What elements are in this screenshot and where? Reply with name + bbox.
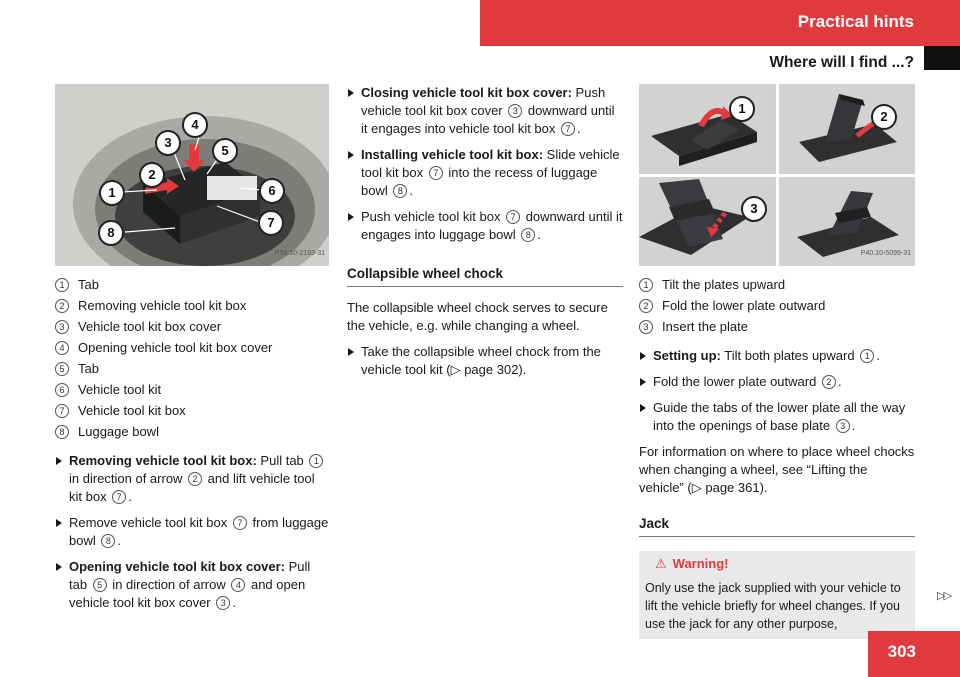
callout-3: 3 (741, 196, 767, 222)
chapter-tab-marker (924, 46, 960, 70)
instruction-step: Installing vehicle tool kit box: Slide vehicle tool kit box 7 into the recess of luggage bowl 8 . (347, 146, 623, 200)
wheel-chock-legend (639, 274, 915, 337)
legend-item: 8 Luggage bowl (55, 421, 329, 442)
callout-7: 7 (258, 210, 284, 236)
callout-5: 5 (212, 138, 238, 164)
section-heading-wheel-chock: Collapsible wheel chock (347, 265, 623, 287)
instruction-step: Setting up: Tilt both plates upward 1 . (639, 347, 915, 365)
callout-4: 4 (182, 112, 208, 138)
instruction-step: Removing vehicle tool kit box: Pull tab 1 in direction of arrow 2 and lift vehicle tool kit box 7 . (55, 452, 329, 506)
wheel-chock-photo (639, 84, 915, 266)
page-reference-icon: ▷ (691, 480, 702, 495)
legend-item: 4 Opening vehicle tool kit box cover (55, 337, 329, 358)
wheel-chock-intro: The collapsible wheel chock serves to secure the vehicle, e.g. while changing a wheel. (347, 300, 608, 333)
page-reference-link[interactable]: page 302). (460, 362, 527, 377)
legend-item: 2 Removing vehicle tool kit box (55, 295, 329, 316)
warning-box (639, 551, 915, 639)
tool-kit-legend (55, 274, 329, 442)
middle-column (347, 84, 623, 379)
legend-item: 2 Fold the lower plate outward (639, 295, 915, 316)
callout-6: 6 (259, 178, 285, 204)
page-number: 303 (887, 642, 916, 661)
page-subtitle: Where will I find ...? (769, 54, 914, 71)
continue-arrow-icon: ▷▷ (937, 590, 950, 602)
callout-2: 2 (871, 104, 897, 130)
callout-2: 2 (139, 162, 165, 188)
instruction-step: Guide the tabs of the lower plate all the way into the openings of base plate 3 . (639, 399, 915, 435)
instruction-step: Opening vehicle tool kit box cover: Pull tab 5 in direction of arrow 4 and open vehicle tool kit box cover 3 . (55, 558, 329, 612)
left-column (55, 84, 329, 612)
section-title: Practical hints (797, 12, 914, 31)
instruction-step: Remove vehicle tool kit box 7 from luggage bowl 8 . (55, 514, 329, 550)
page-number-box (868, 631, 960, 677)
instruction-step: Push vehicle tool kit box 7 downward until it engages into luggage bowl 8 . (347, 208, 623, 244)
instruction-step: Fold the lower plate outward 2 . (639, 373, 915, 391)
wheel-chock-info: For information on where to place wheel chocks when changing a wheel, see “Lifting the vehicle” (▷ page 361). (639, 444, 915, 495)
callout-3: 3 (155, 130, 181, 156)
wheel-chock-step-1-image (639, 84, 776, 174)
legend-item: 3 Vehicle tool kit box cover (55, 316, 329, 337)
legend-item: 7 Vehicle tool kit box (55, 400, 329, 421)
instruction-step: Closing vehicle tool kit box cover: Push vehicle tool kit box cover 3 downward until it engages into vehicle tool kit box 7 . (347, 84, 623, 138)
section-heading-jack: Jack (639, 515, 915, 537)
warning-text: Only use the jack supplied with your vehicle to lift the vehicle briefly for wheel changes. If you use the jack for any other purpose, (645, 581, 901, 631)
legend-item: 1 Tilt the plates upward (639, 274, 915, 295)
legend-item: 5 Tab (55, 358, 329, 379)
image-reference: P58.10-2193-31 (274, 250, 325, 257)
warning-title: Warning! (672, 556, 729, 571)
image-reference: P40.10-5099-31 (860, 250, 911, 257)
tool-kit-photo (55, 84, 329, 266)
section-header-bar (480, 0, 960, 46)
legend-item: 6 Vehicle tool kit (55, 379, 329, 400)
warning-icon: ⚠ (655, 556, 667, 571)
wheel-chock-step-2-image (779, 84, 916, 174)
callout-8: 8 (98, 220, 124, 246)
page-reference-icon: ▷ (450, 362, 461, 377)
page-reference-link[interactable]: page 361). (701, 480, 768, 495)
legend-item: 3 Insert the plate (639, 316, 915, 337)
right-column (639, 84, 915, 639)
callout-1: 1 (729, 96, 755, 122)
instruction-step: Take the collapsible wheel chock from the vehicle tool kit (▷ page 302). (347, 343, 623, 379)
legend-item: 1 Tab (55, 274, 329, 295)
callout-1: 1 (99, 180, 125, 206)
